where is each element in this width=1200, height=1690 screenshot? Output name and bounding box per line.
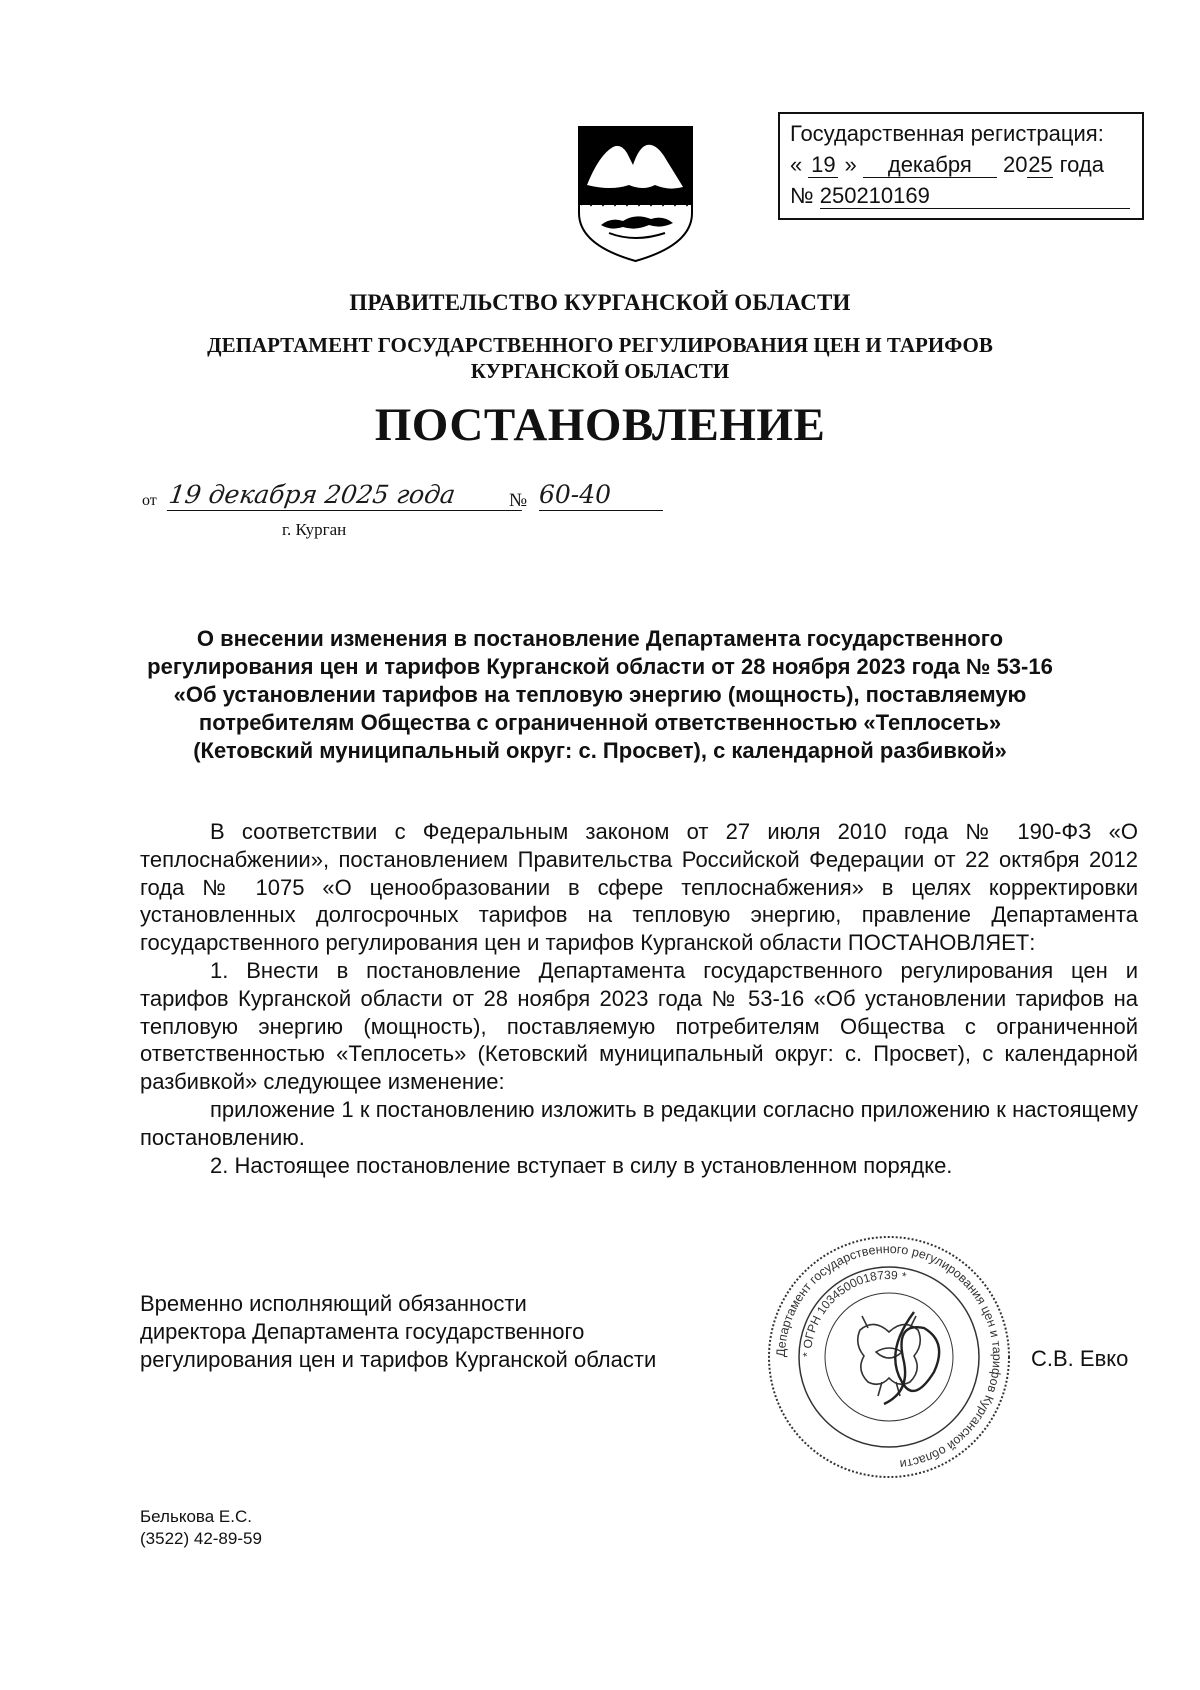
signer-position (140, 1290, 656, 1374)
government-title: ПРАВИТЕЛЬСТВО КУРГАНСКОЙ ОБЛАСТИ (349, 290, 851, 315)
registration-year-word: года (1059, 152, 1104, 177)
subject-line: О внесении изменения в постановление Департамента государственного (196, 626, 1004, 651)
number-label: № (509, 490, 528, 511)
department-title-line1: ДЕПАРТАМЕНТ ГОСУДАРСТВЕННОГО РЕГУЛИРОВАНИЯ ЦЕН И ТАРИФОВ (207, 333, 993, 357)
registration-number-line (790, 180, 1142, 211)
signer-position-line3: регулирования цен и тарифов Курганской области (140, 1347, 657, 1372)
registration-number: 250210169 (820, 184, 1130, 209)
document-type: ПОСТАНОВЛЕНИЕ (374, 399, 826, 451)
seal-outer-text: Департамент государственного регулирования цен и тарифов Курганской области (773, 1241, 1005, 1472)
subject-line: регулирования цен и тарифов Курганской области от 28 ноября 2023 года № 53-16 (147, 654, 1053, 679)
registration-date: « 19 » декабря 2025 года (790, 152, 1104, 177)
document-body (140, 818, 1138, 1179)
seal-inner-text: * ОГРН 1034500018739 * (799, 1267, 908, 1358)
registration-day: 19 (808, 153, 838, 178)
contact-name: Белькова Е.С. (140, 1507, 252, 1526)
subject-line: (Кетовский муниципальный округ: с. Просвет), с календарной разбивкой» (193, 738, 1007, 763)
registration-number-label: № (790, 183, 814, 208)
coat-of-arms-emblem (577, 125, 694, 263)
handwritten-date: 19 декабря 2025 года (167, 480, 526, 511)
registration-year-suffix: 25 (1028, 152, 1053, 177)
registration-box (778, 112, 1144, 220)
registration-year-prefix: 20 (1002, 152, 1028, 177)
body-preamble: В соответствии с Федеральным законом от 27 июля 2010 года № 190-ФЗ «О теплоснабжении», постановлением Правительства Российской Федерации от 22 октября 2012 года № 1075 «О ценообразовании в сфере теплоснабжения» в целях корректировки установленных долгосрочных тарифов на тепловую энергию, правление Департамента государственного регулирования цен и тарифов Курганской области ПОСТАНОВЛЯЕТ: (140, 819, 1138, 956)
city-label: г. Курган (282, 520, 347, 539)
department-title (0, 332, 1200, 384)
date-ot-label: от (142, 492, 157, 509)
registration-title: Государственная регистрация: (790, 121, 1104, 146)
official-seal (764, 1232, 1014, 1482)
body-item-1: 1. Внести в постановление Департамента государственного регулирования цен и тарифов Курганской области от 28 ноября 2023 года № 53-16 «Об установлении тарифов на тепловую энергию (мощность), поставляемую потребителям Общества с ограниченной ответственностью «Теплосеть» (Кетовский муниципальный округ: с. Просвет), с календарной разбивкой» следующее изменение: (140, 957, 1138, 1095)
date-number-line (142, 480, 662, 520)
handwritten-number: 60-40 (539, 480, 663, 511)
signer-name: С.В. Евко (1031, 1346, 1129, 1371)
signer-position-line1: Временно исполняющий обязанности (140, 1291, 527, 1316)
contact-block (140, 1506, 262, 1550)
document-subject (140, 625, 1060, 765)
body-item-1-sub: приложение 1 к постановлению изложить в редакции согласно приложению к настоящему постановлению. (140, 1096, 1138, 1150)
registration-month: декабря (863, 153, 997, 178)
contact-phone: (3522) 42-89-59 (140, 1529, 262, 1548)
body-item-2: 2. Настоящее постановление вступает в силу в установленном порядке. (210, 1152, 953, 1178)
subject-line: «Об установлении тарифов на тепловую энергию (мощность), поставляемую (173, 682, 1027, 707)
subject-line: потребителям Общества с ограниченной ответственностью «Теплосеть» (198, 710, 1002, 735)
signer-position-line2: директора Департамента государственного (140, 1319, 585, 1344)
department-title-line2: КУРГАНСКОЙ ОБЛАСТИ (470, 359, 730, 383)
